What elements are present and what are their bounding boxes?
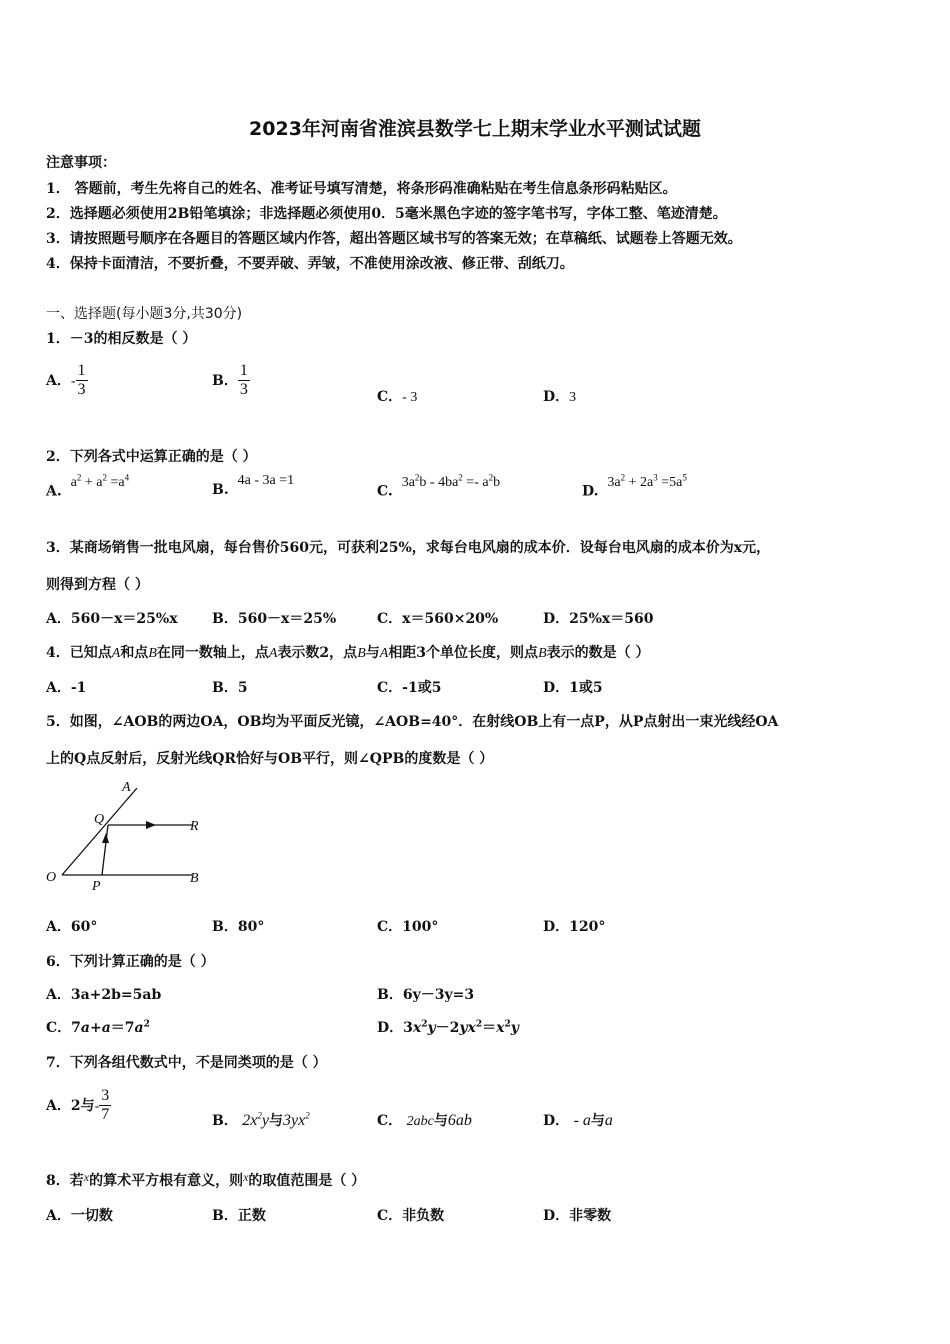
q4-option-c: C．-1或5 bbox=[377, 680, 442, 696]
q6-option-d: D．$3x^2y-2yx^2=x^2y$ bbox=[377, 1019, 519, 1036]
q4-option-d: D．1或5 bbox=[543, 680, 603, 696]
ray-oa bbox=[62, 788, 137, 875]
label-p: P bbox=[92, 879, 101, 894]
q4-option-a: A．-1 bbox=[46, 680, 87, 696]
note-item-3: 3．请按照题号顺序在各题目的答题区域内作答，超出答题区域书写的答案无效；在草稿纸、试题卷上答题无效。 bbox=[46, 231, 742, 247]
section-heading: 一、选择题(每小题3分,共30分) bbox=[46, 306, 243, 322]
q7-option-c: C． 2abc与6ab bbox=[377, 1112, 472, 1129]
label-a: A bbox=[122, 780, 131, 795]
q8-option-a: A．一切数 bbox=[46, 1208, 113, 1224]
q3-option-b: B．560－x＝25% bbox=[212, 611, 337, 627]
note-item-2: 2．选择题必须使用2B铅笔填涂；非选择题必须使用0．5毫米黑色字迹的签字笔书写，字体工整、笔迹清楚。 bbox=[46, 206, 727, 222]
q7-option-d: D． - a与a bbox=[543, 1112, 613, 1129]
q5-option-a: A．60° bbox=[46, 919, 98, 935]
label-r: R bbox=[190, 819, 199, 834]
q2-option-d: D. $3a^2 + 2a^3 =5a^5$ bbox=[582, 472, 687, 500]
q7-stem: 7．下列各组代数式中，不是同类项的是（ ） bbox=[46, 1055, 327, 1071]
q2-stem: 2．下列各式中运算正确的是（ ） bbox=[46, 449, 257, 465]
q5-stem-line1: 5．如图，∠AOB的两边OA，OB均为平面反光镜，∠AOB=40°．在射线OB上有一点P，从P点射出一束光线经OA bbox=[46, 714, 779, 730]
q3-stem-line1: 3．某商场销售一批电风扇，每台售价560元，可获利25%，求每台电风扇的成本价．设每台电风扇的成本价为x元， bbox=[46, 540, 771, 556]
notes-heading: 注意事项： bbox=[46, 155, 116, 171]
q2-option-a: A. $a^2 + a^2 =a^4$ bbox=[46, 472, 130, 500]
q2-option-c: C. $3a^2b - 4ba^2 =- a^2b$ bbox=[377, 472, 501, 500]
q4-option-b: B．5 bbox=[212, 680, 248, 696]
note-item-1: 1． 答题前，考生先将自己的姓名、准考证号填写清楚，将条形码准确粘贴在考生信息条形码粘贴区。 bbox=[46, 181, 677, 197]
q7-option-a: A．2与- $\frac{3}{7}$ bbox=[46, 1087, 110, 1124]
q1-option-d: D．3 bbox=[543, 389, 577, 405]
arrow-up-icon bbox=[102, 833, 109, 843]
q3-option-d: D．25%x＝560 bbox=[543, 611, 654, 627]
segment-pq bbox=[102, 825, 108, 875]
q8-option-b: B．正数 bbox=[212, 1208, 266, 1224]
q1-option-a: A．- $\frac{1}{3}$ bbox=[46, 362, 86, 399]
q6-option-b: B．6y－3y=3 bbox=[377, 987, 475, 1003]
q8-stem: 8．若x的算术平方根有意义，则x的取值范围是（ ） bbox=[46, 1170, 366, 1189]
q3-option-c: C．x＝560×20% bbox=[377, 611, 499, 627]
q4-stem: 4．已知点A和点B在同一数轴上，点A表示数2，点B与A相距3个单位长度，则点B表示的数是（ ） bbox=[46, 645, 650, 661]
q5-option-b: B．80° bbox=[212, 919, 265, 935]
label-o: O bbox=[46, 870, 57, 885]
q8-option-c: C．非负数 bbox=[377, 1208, 445, 1224]
label-q: Q bbox=[94, 812, 105, 827]
q6-stem: 6．下列计算正确的是（ ） bbox=[46, 954, 215, 970]
q6-option-a: A．3a+2b=5ab bbox=[46, 987, 162, 1003]
q7-option-b: B． $2x^2y$与$3yx^2$ bbox=[212, 1110, 310, 1129]
q2-option-b: B. 4a - 3a =1 bbox=[212, 473, 295, 498]
q5-stem-line2: 上的Q点反射后，反射光线QR恰好与OB平行，则∠QPB的度数是（ ） bbox=[46, 751, 494, 767]
q3-stem-line2: 则得到方程（ ） bbox=[46, 577, 149, 593]
q6-option-c: C．$7a+a=7a^2$ bbox=[46, 1019, 150, 1036]
q1-option-b: B． $\frac{1}{3}$ bbox=[212, 362, 248, 399]
q5-option-c: C．100° bbox=[377, 919, 439, 935]
q5-option-d: D．120° bbox=[543, 919, 606, 935]
q3-option-a: A．560－x＝25%x bbox=[46, 611, 178, 627]
q1-option-c: C．- 3 bbox=[377, 389, 418, 405]
note-item-4: 4．保持卡面清洁，不要折叠，不要弄破、弄皱，不准使用涂改液、修正带、刮纸刀。 bbox=[46, 256, 574, 272]
page-title: 2023年河南省淮滨县数学七上期末学业水平测试试题 bbox=[249, 118, 701, 140]
arrow-right-icon bbox=[146, 821, 156, 829]
q1-stem: 1．－3的相反数是（ ） bbox=[46, 331, 197, 347]
q5-figure bbox=[40, 775, 220, 895]
q8-option-d: D．非零数 bbox=[543, 1208, 612, 1224]
label-b: B bbox=[190, 871, 199, 886]
